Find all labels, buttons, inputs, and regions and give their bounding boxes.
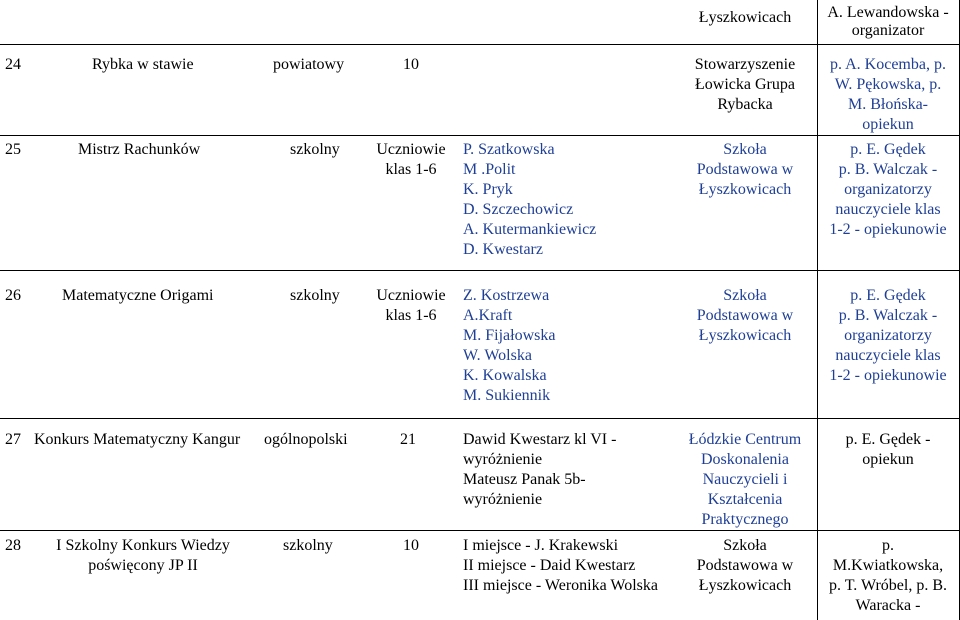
organizer: p. E. Gędek p. B. Walczak - organizatorzy nauczyciele klas 1-2 - opiekunowie — [829, 141, 947, 238]
participants: 10 — [403, 56, 419, 73]
participants: 21 — [400, 431, 416, 448]
contest-level: szkolny — [290, 287, 340, 304]
institution: Szkoła Podstawowa w Łyszkowicach — [696, 141, 794, 198]
contest-name: I Szkolny Konkurs Wiedzy poświęcony JP II — [56, 537, 230, 574]
contest-name: Matematyczne Origami — [62, 287, 214, 304]
row-divider — [0, 135, 960, 136]
institution: Łódzkie Centrum Doskonalenia Nauczycieli i Kształcenia Praktycznego — [688, 431, 802, 528]
people-list: I miejsce - J. Krakewski II miejsce - Daid Kwestarz III miejsce - Weronika Wolska — [463, 537, 658, 594]
row-divider — [0, 530, 960, 531]
top-organizer — [818, 4, 958, 40]
top-institution: Łyszkowicach — [698, 9, 792, 26]
row-number: 28 — [5, 537, 21, 554]
organizer-line: A. Lewandowska - — [827, 4, 949, 21]
organizer: p. M.Kwiatkowska, p. T. Wróbel, p. B. Waracka - — [828, 537, 947, 614]
organizer: p. E. Gędek - opiekun — [845, 431, 931, 468]
organizer: p. A. Kocemba, p. W. Pękowska, p. M. Błońska- opiekun — [830, 56, 946, 133]
contest-level: szkolny — [290, 141, 340, 158]
row-divider — [0, 44, 960, 45]
contest-name: Konkurs Matematyczny Kangur — [34, 431, 241, 448]
organizer-line: organizator — [851, 22, 925, 39]
participants: Uczniowie klas 1-6 — [376, 141, 446, 178]
institution: Szkoła Podstawowa w Łyszkowicach — [696, 287, 794, 344]
contest-name: Mistrz Rachunków — [78, 141, 201, 158]
row-number: 26 — [5, 287, 21, 304]
row-number: 25 — [5, 141, 21, 158]
institution: Stowarzyszenie Łowicka Grupa Rybacka — [694, 56, 796, 113]
row-divider — [0, 418, 960, 419]
participants: 10 — [403, 537, 419, 554]
institution: Szkoła Podstawowa w Łyszkowicach — [696, 537, 794, 594]
row-number: 27 — [5, 431, 21, 448]
people-list: Dawid Kwestarz kl VI - wyróżnienie Mateusz Panak 5b- wyróżnienie — [463, 431, 617, 508]
organizer: p. E. Gędek p. B. Walczak - organizatorzy nauczyciele klas 1-2 - opiekunowie — [829, 287, 947, 384]
contest-level: ogólnopolski — [264, 431, 348, 448]
contest-name: Rybka w stawie — [92, 56, 194, 73]
row-divider — [0, 270, 960, 271]
participants: Uczniowie klas 1-6 — [376, 287, 446, 324]
row-number: 24 — [5, 56, 21, 73]
contest-level: szkolny — [283, 537, 333, 554]
contest-level: powiatowy — [273, 56, 345, 73]
people-list: P. Szatkowska M .Polit K. Pryk D. Szczechowicz A. Kutermankiewicz D. Kwestarz — [463, 141, 597, 258]
people-list: Z. Kostrzewa A.Kraft M. Fijałowska W. Wolska K. Kowalska M. Sukiennik — [463, 287, 556, 404]
